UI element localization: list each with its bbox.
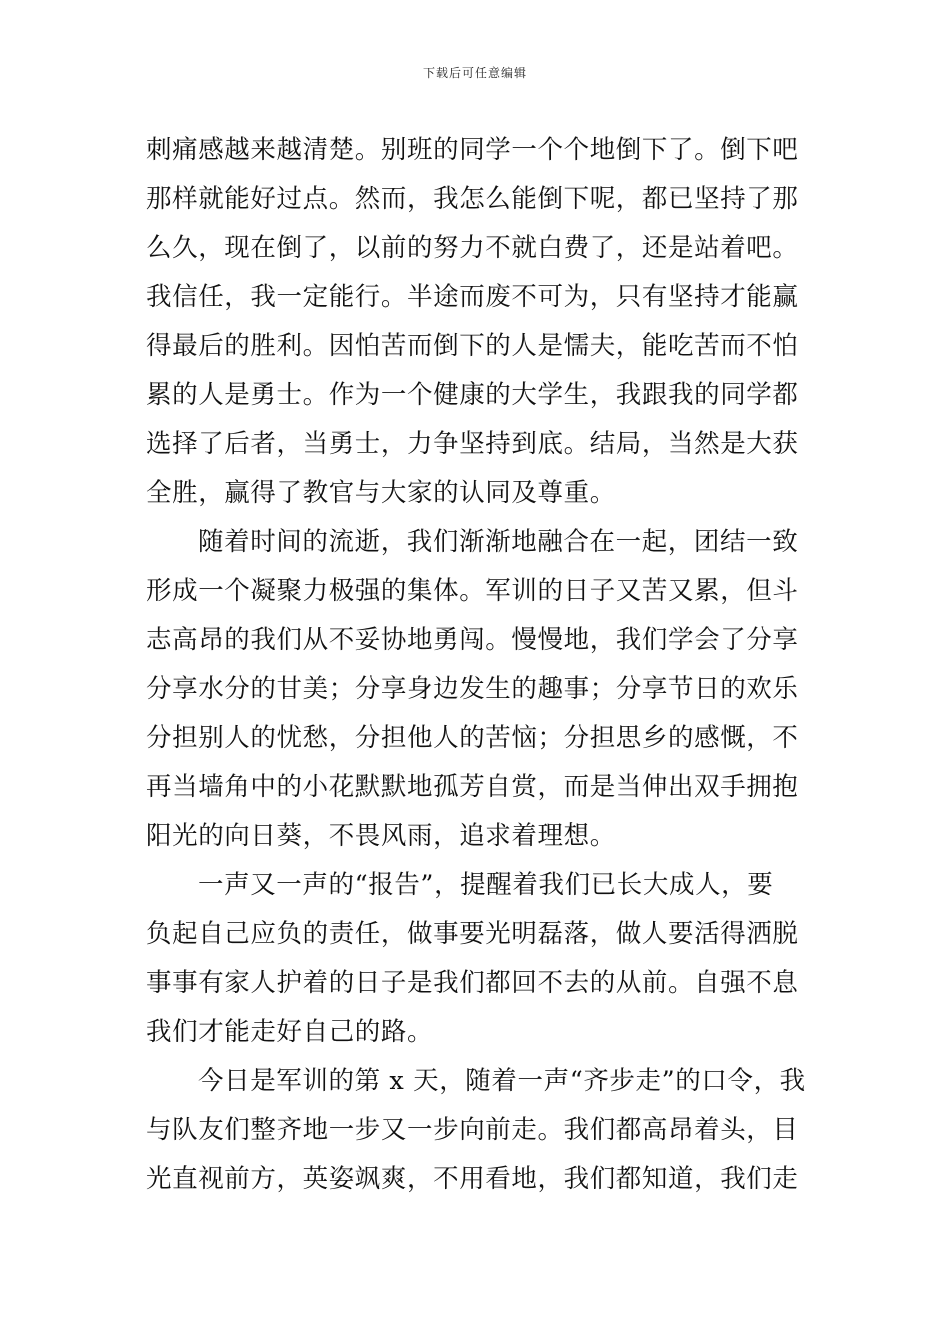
text-line: 全胜，赢得了教官与大家的认同及尊重。 <box>146 478 616 508</box>
text-line: 一声又一声的“报告”，提醒着我们已长大成人，要 <box>198 870 774 900</box>
text-line: 分担别人的忧愁，分担他人的苦恼；分担思乡的感慨，不 <box>146 723 799 753</box>
text-line: 得最后的胜利。因怕苦而倒下的人是懦夫，能吃苦而不怕 <box>146 331 799 361</box>
text-line: 选择了后者，当勇士，力争坚持到底。结局，当然是大获 <box>146 429 799 459</box>
text-line: 事事有家人护着的日子是我们都回不去的从前。自强不息 <box>146 968 799 998</box>
text-line: 光直视前方，英姿飒爽，不用看地，我们都知道，我们走 <box>146 1164 799 1194</box>
text-line: 那样就能好过点。然而，我怎么能倒下呢，都已坚持了那 <box>146 184 799 214</box>
text-line: 今日是军训的第 x 天，随着一声“齐步走”的口令，我 <box>198 1066 806 1096</box>
text-line: 我们才能走好自己的路。 <box>146 1017 434 1047</box>
document-body <box>146 126 816 1204</box>
text-line: 与队友们整齐地一步又一步向前走。我们都高昂着头，目 <box>146 1115 799 1145</box>
text-line: 志高昂的我们从不妥协地勇闯。慢慢地，我们学会了分享 <box>146 625 799 655</box>
text-line: 累的人是勇士。作为一个健康的大学生，我跟我的同学都 <box>146 380 799 410</box>
text-line: 随着时间的流逝，我们渐渐地融合在一起，团结一致 <box>198 527 799 557</box>
text-line: 么久，现在倒了，以前的努力不就白费了，还是站着吧。 <box>146 233 799 263</box>
text-line: 我信任，我一定能行。半途而废不可为，只有坚持才能赢 <box>146 282 799 312</box>
text-line: 负起自己应负的责任，做事要光明磊落，做人要活得洒脱 <box>146 919 799 949</box>
text-line: 阳光的向日葵，不畏风雨，追求着理想。 <box>146 821 616 851</box>
page-header: 下载后可任意编辑 <box>422 66 527 80</box>
text-line: 形成一个凝聚力极强的集体。军训的日子又苦又累，但斗 <box>146 576 799 606</box>
text-line: 再当墙角中的小花默默地孤芳自赏，而是当伸出双手拥抱 <box>146 772 799 802</box>
text-line: 刺痛感越来越清楚。别班的同学一个个地倒下了。倒下吧 <box>146 135 799 165</box>
text-line: 分享水分的甘美；分享身边发生的趣事；分享节日的欢乐 <box>146 674 799 704</box>
